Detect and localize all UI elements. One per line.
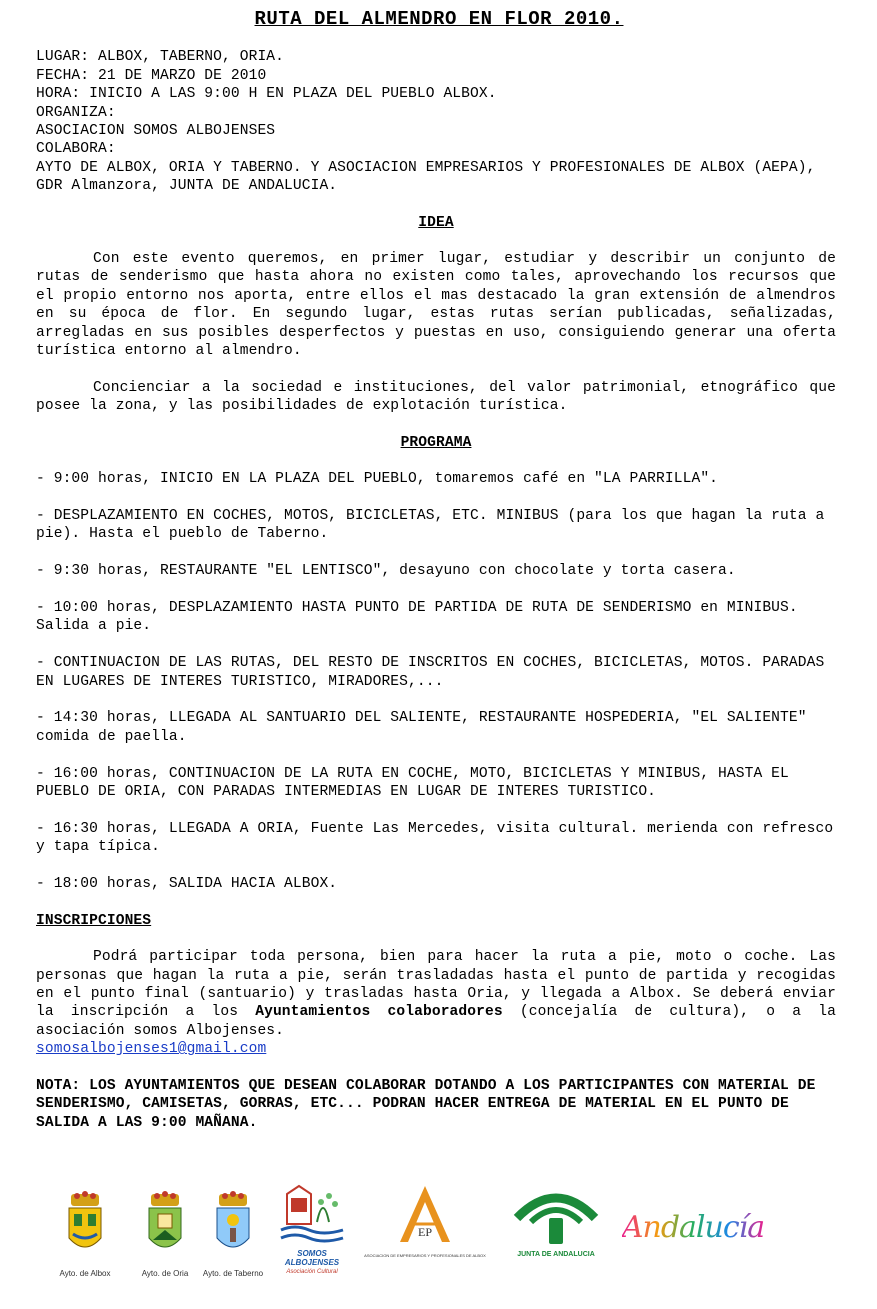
programa-item: - DESPLAZAMIENTO EN COCHES, MOTOS, BICICLETAS, ETC. MINIBUS (para los que hagan la ruta a pie). Hasta el pueblo de Taberno. <box>36 507 825 543</box>
programa-item: - 9:30 horas, RESTAURANTE "EL LENTISCO", desayuno con chocolate y torta casera. <box>36 563 736 580</box>
idea-paragraph-1: Con este evento queremos, en primer lugar, estudiar y describir un conjunto de rutas de senderismo que hasta ahora no existen como tales, aprovechando los recursos que el propio entorno nos aporta, entre ellos el mas destacado la gran extensión de almendros en su época de flor. En segundo lugar, estas rutas serían publicadas, señalizadas, arregladas en sus posibles desperfectos y puestas en uso, consiguiendo generar una oferta turística entorno al almendro. <box>36 251 836 360</box>
programa-item: - CONTINUACION DE LAS RUTAS, DEL RESTO DE INSCRITOS EN COCHES, BICICLETAS, MOTOS. PARADAS EN LUGARES DE INTERES TURISTICO, MIRADORES,... <box>36 655 825 690</box>
andalucia-brand-logo <box>618 1210 768 1245</box>
somos-albojenses-caption: SOMOS ALBOJENSES <box>284 1249 340 1267</box>
info-colabora: AYTO DE ALBOX, ORIA Y TABERNO. Y ASOCIACION EMPRESARIOS Y PROFESIONALES DE ALBOX (AEPA), GDR Almanzora, JUNTA DE ANDALUCIA. <box>36 159 825 195</box>
albox-shield-icon <box>65 1190 105 1262</box>
event-info <box>36 48 836 195</box>
albox-caption: Ayto. de Albox <box>59 1269 111 1278</box>
contact-email-link[interactable]: somosalbojenses1@gmail.com <box>36 1041 267 1058</box>
junta-andalucia-icon <box>511 1182 601 1250</box>
document-title: RUTA DEL ALMENDRO EN FLOR 2010. <box>254 8 624 30</box>
junta-andalucia-logo <box>508 1182 604 1258</box>
idea-paragraph-2: Concienciar a la sociedad e instituciones, del valor patrimonial, etnográfico que posee la zona, y las posibilidades de explotación turística. <box>36 379 836 415</box>
taberno-logo <box>195 1190 271 1278</box>
programa-item: - 16:30 horas, LLEGADA A ORIA, Fuente Las Mercedes, visita cultural. merienda con refresco y tapa típica. <box>36 820 834 856</box>
info-lugar: LUGAR: ALBOX, TABERNO, ORIA. <box>36 49 285 66</box>
info-colabora-label: COLABORA: <box>36 141 116 158</box>
idea-heading: IDEA <box>418 214 454 231</box>
ayuntamientos-colaboradores: Ayuntamientos colaboradores <box>255 1004 503 1021</box>
somos-albojenses-sub: Asociación Cultural <box>286 1269 338 1275</box>
aepa-mark: EP <box>417 1225 433 1239</box>
taberno-shield-icon <box>213 1190 253 1262</box>
programa-list <box>36 470 836 893</box>
aepa-logo <box>355 1184 495 1258</box>
programa-item: - 14:30 horas, LLEGADA AL SANTUARIO DEL SALIENTE, RESTAURANTE HOSPEDERIA, "EL SALIENTE" comida de paella. <box>36 710 807 745</box>
sponsor-logos <box>50 1180 770 1280</box>
info-organiza: ASOCIACION SOMOS ALBOJENSES <box>36 123 276 140</box>
document-page <box>36 10 836 1132</box>
programa-item: - 10:00 horas, DESPLAZAMIENTO HASTA PUNTO DE PARTIDA DE RUTA DE SENDERISMO en MINIBUS. Salida a pie. <box>36 599 798 635</box>
albox-logo <box>50 1190 120 1278</box>
programa-item: - 9:00 horas, INICIO EN LA PLAZA DEL PUEBLO, tomaremos café en "LA PARRILLA". <box>36 471 719 488</box>
oria-caption: Ayto. de Oria <box>141 1269 189 1278</box>
junta-andalucia-caption: JUNTA DE ANDALUCIA <box>517 1251 595 1258</box>
programa-heading: PROGRAMA <box>400 434 472 451</box>
oria-shield-icon <box>145 1190 185 1262</box>
andalucia-brand-text: Andalucía <box>621 1210 765 1245</box>
info-organiza-label: ORGANIZA: <box>36 104 116 121</box>
nota-paragraph: NOTA: LOS AYUNTAMIENTOS QUE DESEAN COLABORAR DOTANDO A LOS PARTICIPANTES CON MATERIAL DE SENDERISMO, CAMISETAS, GORRAS, ETC... PODRAN HACER ENTREGA DE MATERIAL EN EL PUNTO DE SALIDA A LAS 9:00 MAÑANA. <box>36 1077 816 1131</box>
info-fecha: FECHA: 21 DE MARZO DE 2010 <box>36 67 267 84</box>
inscripciones-paragraph: Podrá participar toda persona, bien para hacer la ruta a pie, moto o coche. Las personas que hagan la ruta a pie, serán trasladadas hasta el punto de partida y recogidas en el punto final (santuario) y trasladas hasta Oria, y llegada a Albox. Se deberá enviar la inscripción a los Ayuntamientos colaboradores (concejalía de cultura), o a la asociación somos Albojenses. <box>36 949 836 1039</box>
somos-albojenses-icon <box>277 1184 347 1246</box>
programa-item: - 16:00 horas, CONTINUACION DE LA RUTA EN COCHE, MOTO, BICICLETAS Y MINIBUS, HASTA EL PUEBLO DE ORIA, CON PARADAS INTERMEDIAS EN LUGAR DE INTERES TURISTICO. <box>36 765 789 800</box>
aepa-icon <box>390 1184 460 1246</box>
oria-logo <box>130 1190 200 1278</box>
programa-item: - 18:00 horas, SALIDA HACIA ALBOX. <box>36 875 338 892</box>
inscripciones-heading: INSCRIPCIONES <box>36 912 152 929</box>
somos-albojenses-logo <box>272 1184 352 1275</box>
taberno-caption: Ayto. de Taberno <box>202 1269 264 1278</box>
info-hora: HORA: INICIO A LAS 9:00 H EN PLAZA DEL PUEBLO ALBOX. <box>36 86 497 103</box>
aepa-caption: ASOCIACION DE EMPRESARIOS Y PROFESIONALES DE ALBOX <box>364 1253 486 1258</box>
